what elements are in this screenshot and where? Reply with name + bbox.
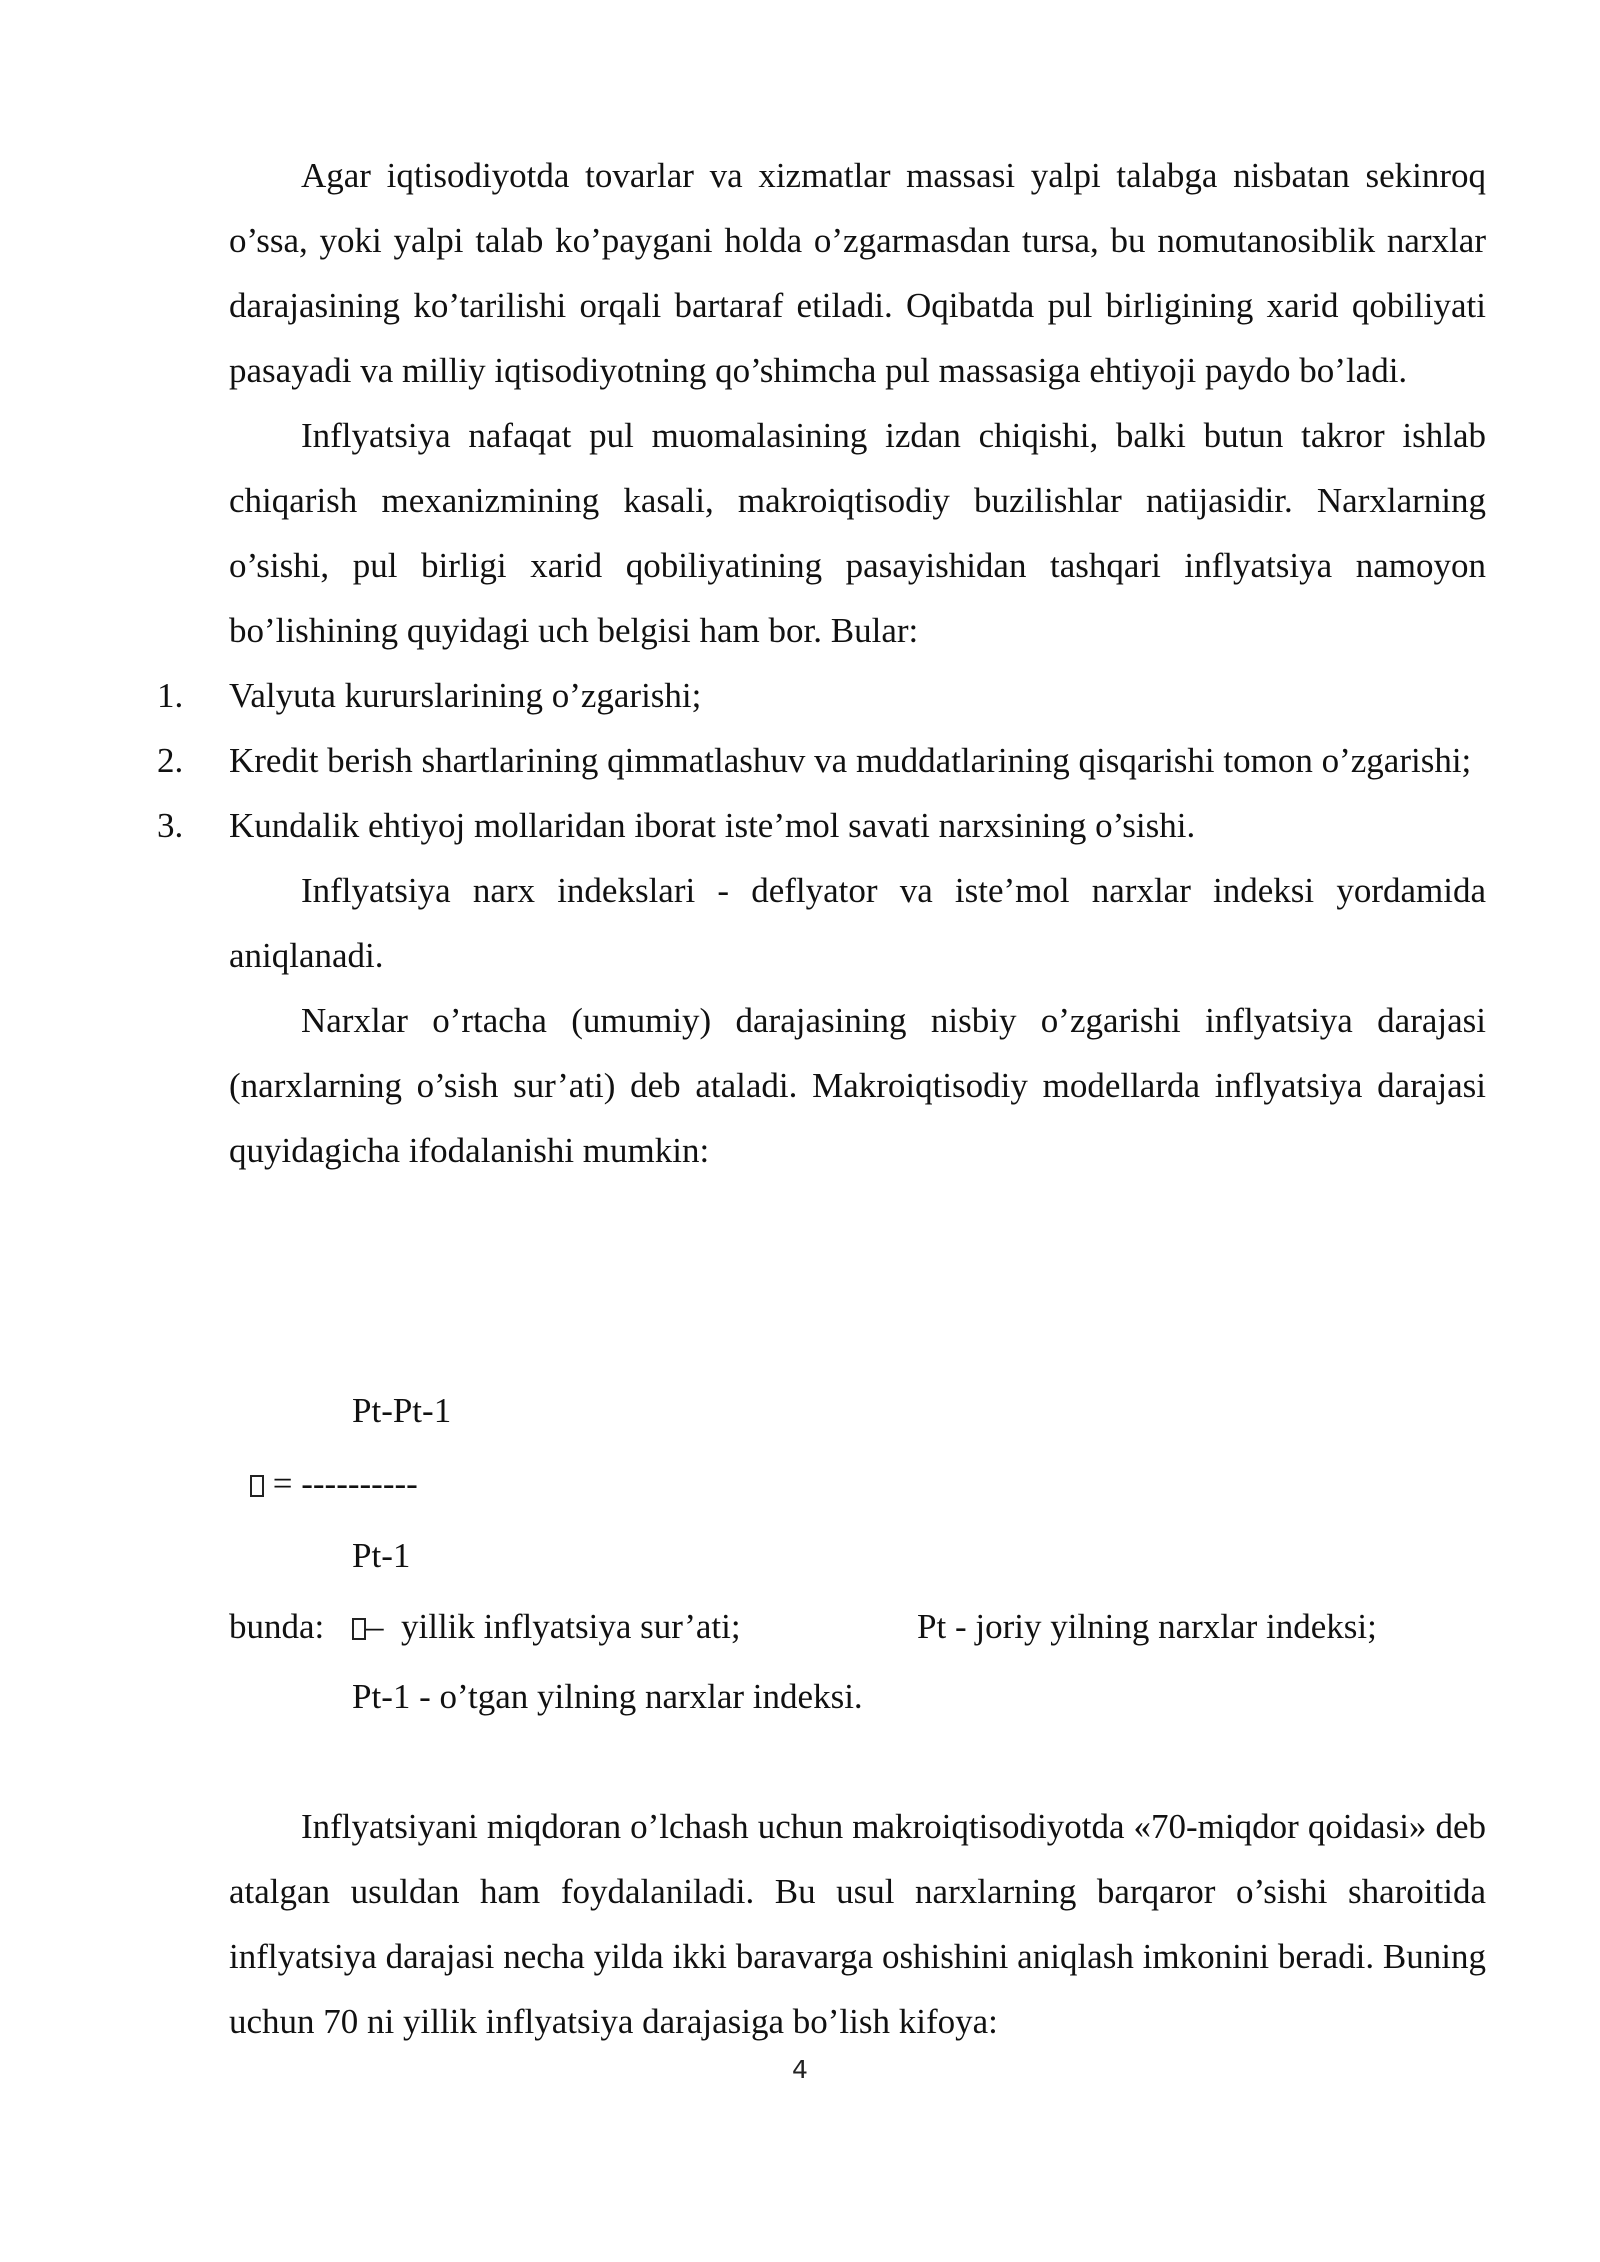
pi-symbol-icon xyxy=(352,1618,366,1640)
pi-symbol-icon xyxy=(250,1475,264,1497)
paragraph: Agar iqtisodiyotda tovarlar va xizmatlar massasi yalpi talabga nisbatan sekinroq o’ssa, yoki yalpi talab ko’paygani holda o’zgarmasdan tursa, bu nomutanosiblik narxlar darajasining ko’tarilishi orqali bartaraf etiladi. Oqibatda pul birligining xarid qobiliyati pasayadi va milliy iqtisodiyotning qo’shimcha pul massasiga ehtiyoji paydo bo’ladi. xyxy=(229,156,1486,390)
bunda-definition-1-text: – yillik inflyatsiya sur’ati; xyxy=(366,1607,741,1646)
paragraph: Inflyatsiya nafaqat pul muomalasining izdan chiqishi, balki butun takror ishlab chiqarish mexanizmining kasali, makroiqtisodiy buzilishlar natijasidir. Narxlarning o’sishi, pul birligi xarid qobiliyatining pasayishidan tashqari inflyatsiya namoyon bo’lishining quyidagi uch belgisi ham bor. Bular: xyxy=(229,416,1486,650)
bunda-definition-3: Pt-1 - o’tgan yilning narxlar indeksi. xyxy=(352,1677,863,1716)
list-item xyxy=(157,728,1486,793)
list-number: 2. xyxy=(157,741,184,780)
list-item-text: Kredit berish shartlarining qimmatlashuv va muddatlarining qisqarishi tomon o’zgarishi; xyxy=(229,741,1472,780)
bunda-definition-1 xyxy=(352,1594,741,1659)
paragraph: Narxlar o’rtacha (umumiy) darajasining nisbiy o’zgarishi inflyatsiya darajasi (narxlarning o’sish sur’ati) deb ataladi. Makroiqtisodiy modellarda inflyatsiya darajasi quyidagicha ifodalanishi mumkin: xyxy=(229,1001,1486,1170)
bunda-label: bunda: xyxy=(229,1607,325,1646)
numbered-list xyxy=(157,663,1486,858)
main-text-block xyxy=(157,143,1486,1183)
formula-numerator: Pt-Pt-1 xyxy=(352,1391,452,1430)
formula-equals-line xyxy=(250,1451,418,1516)
list-item-text: Valyuta kururslarining o’zgarishi; xyxy=(229,676,702,715)
bottom-text-block xyxy=(229,1794,1486,2054)
page-number: 4 xyxy=(792,2055,808,2084)
paragraph: Inflyatsiyani miqdoran o’lchash uchun makroiqtisodiyotda «70-miqdor qoidasi» deb atalgan usuldan ham foydalaniladi. Bu usul narxlarning barqaror o’sishi sharoitida inflyatsiya darajasi necha yilda ikki baravarga oshishini aniqlash imkonini beradi. Buning uchun 70 ni yillik inflyatsiya darajasiga bo’lish kifoya: xyxy=(229,1807,1486,2041)
formula-denominator: Pt-1 xyxy=(352,1536,411,1575)
list-item xyxy=(157,793,1486,858)
list-number: 3. xyxy=(157,806,184,845)
bunda-definition-2: Pt - joriy yilning narxlar indeksi; xyxy=(917,1607,1377,1646)
paragraph: Inflyatsiya narx indekslari - deflyator va iste’mol narxlar indeksi yordamida aniqlanadi. xyxy=(229,871,1486,975)
list-number: 1. xyxy=(157,676,184,715)
formula-equals-text: = ---------- xyxy=(264,1464,418,1503)
list-item-text: Kundalik ehtiyoj mollaridan iborat iste’mol savati narxsining o’sishi. xyxy=(229,806,1196,845)
list-item xyxy=(157,663,1486,728)
